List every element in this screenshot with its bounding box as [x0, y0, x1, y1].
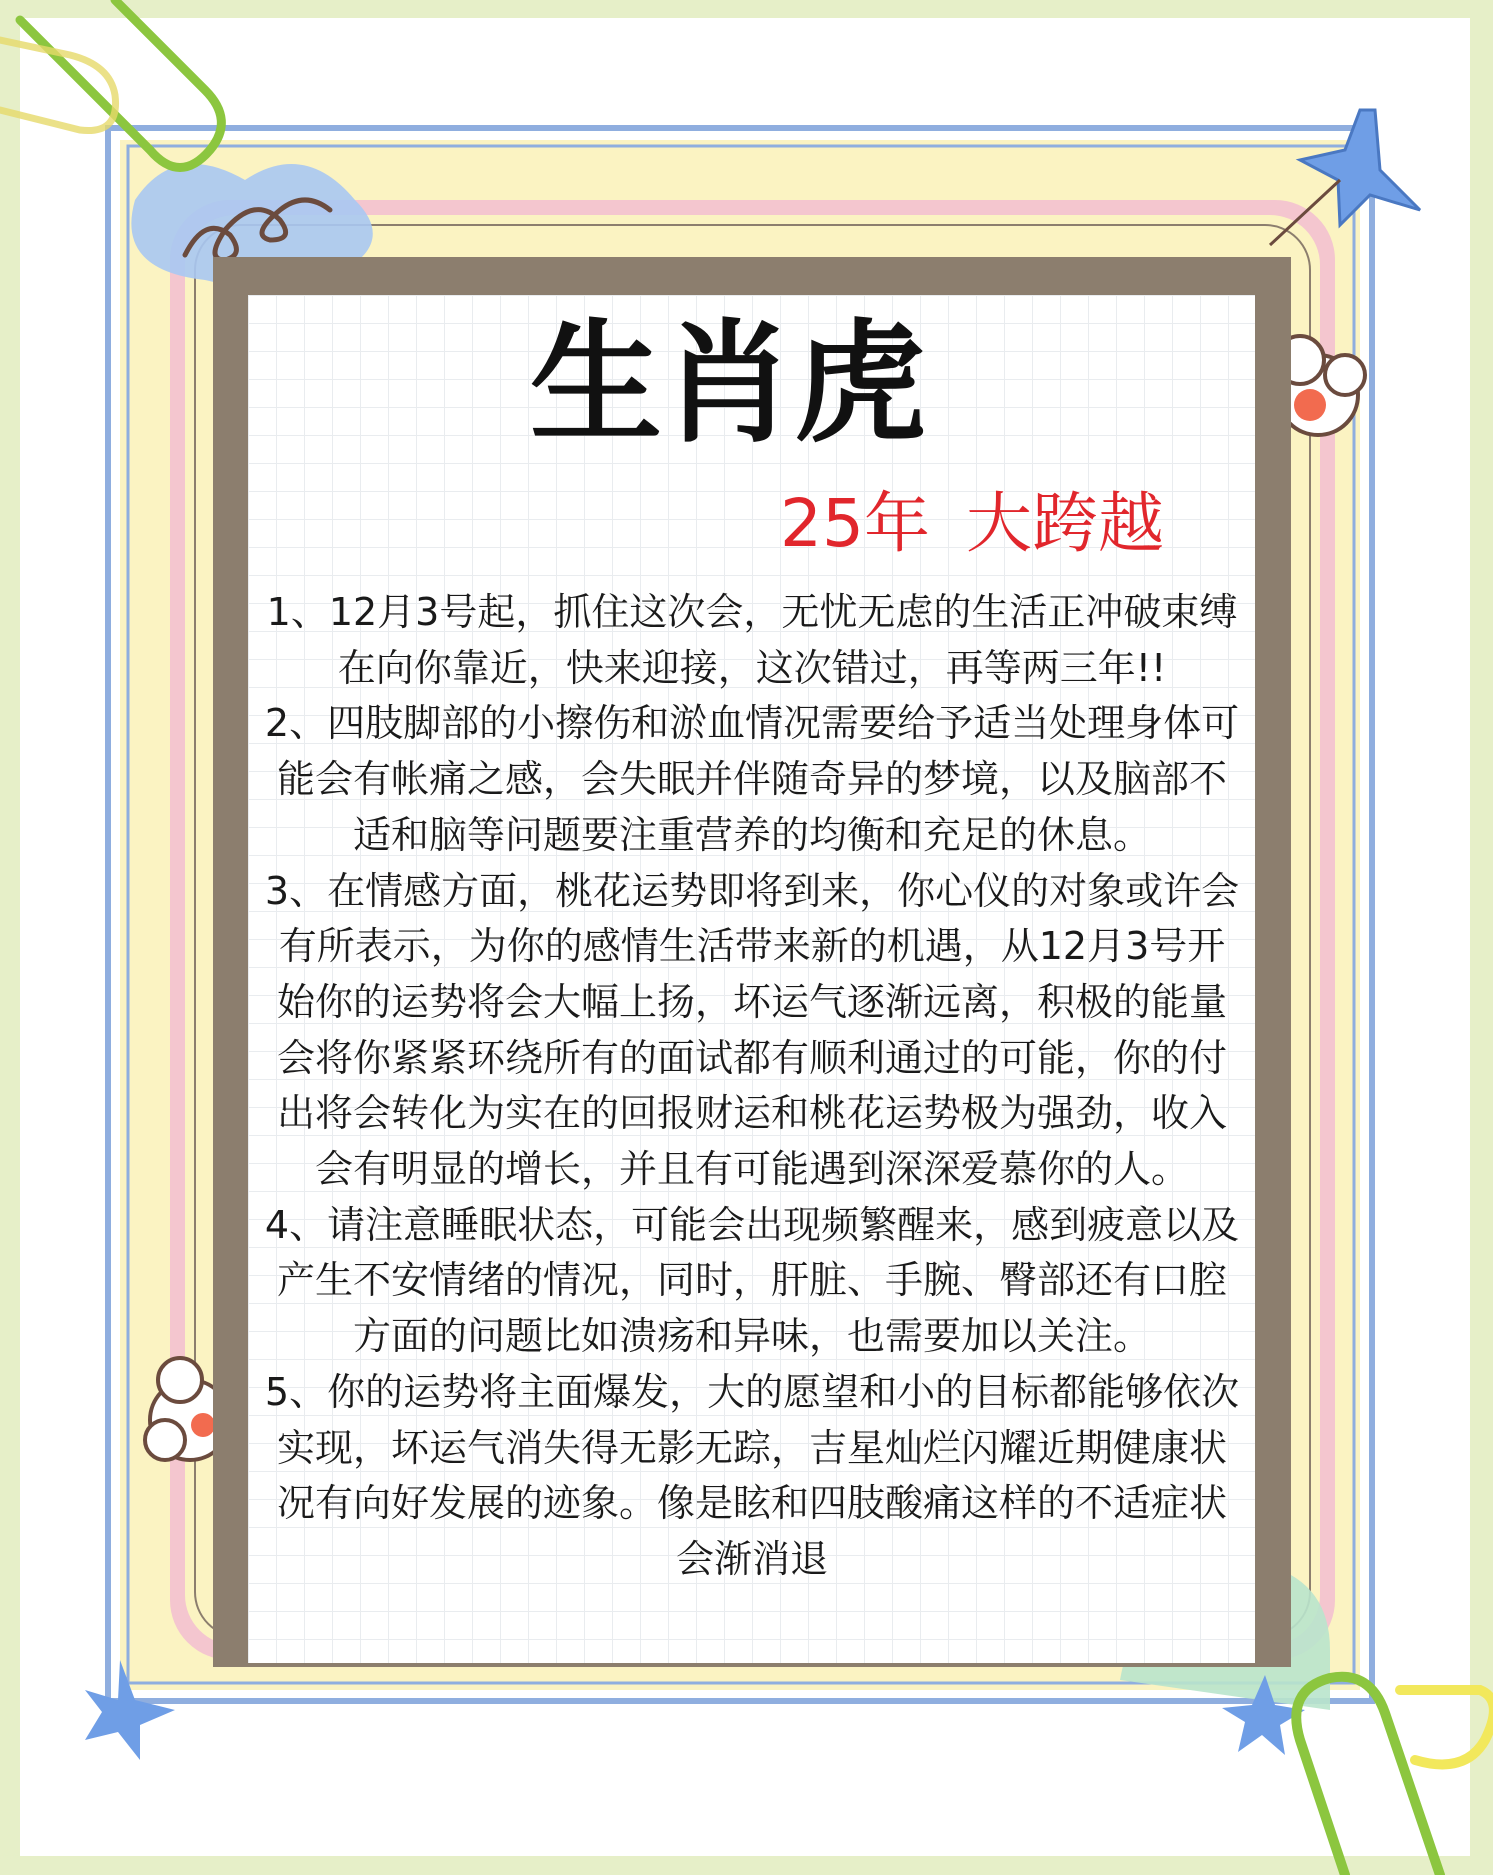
page-title: 生肖虎 [530, 307, 926, 461]
subtitle [780, 485, 1260, 562]
forecast-item-3: 3、在情感方面，桃花运势即将到来，你心仪的对象或许会有所表示，为你的感情生活带来新的机遇，从12月3号开始你的运势将会大幅上扬，坏运气逐渐远离，积极的能量会将你紧紧环绕所有的面试都有顺利通过的可能，你的付出将会转化为实在的回报财运和桃花运势极为强劲，收入会有明显的增长，并且有可能遇到深深爱慕你的人。 [264, 868, 1240, 1192]
forecast-item-1: 1、12月3号起，抓住这次会，无忧无虑的生活正冲破束缚在向你靠近，快来迎接，这次错过，再等两三年!! [266, 590, 1238, 690]
forecast-item-4: 4、请注意睡眠状态，可能会出现频繁醒来，感到疲意以及产生不安情绪的情况，同时，肝脏、手腕、臀部还有口腔方面的问题比如溃疡和异味，也需要加以关注。 [264, 1202, 1240, 1359]
forecast-item-5: 5、你的运势将主面爆发，大的愿望和小的目标都能够依次实现，坏运气消失得无影无踪，吉星灿烂闪耀近期健康状况有向好发展的迹象。像是眩和四肢酸痛这样的不适症状会渐消退 [264, 1369, 1240, 1581]
forecast-text [262, 585, 1242, 1588]
forecast-item-2: 2、四肢脚部的小擦伤和淤血情况需要给予适当处理身体可能会有帐痛之感，会失眠并伴随奇异的梦境，以及脑部不适和脑等问题要注重营养的均衡和充足的休息。 [264, 701, 1240, 857]
subtitle-tagline: 大跨越 [965, 485, 1164, 562]
subtitle-year: 25年 [780, 485, 930, 562]
